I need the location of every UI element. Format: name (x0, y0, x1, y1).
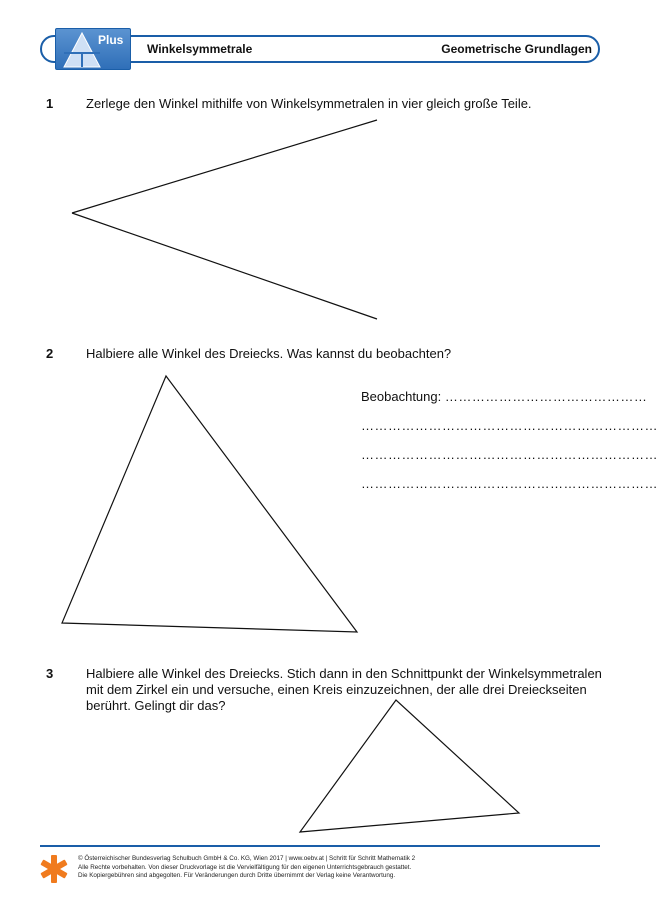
task-3-line: mit dem Zirkel ein und versuche, einen Kreis einzuzeichnen, der alle drei Dreieckseiten (86, 682, 587, 697)
triangle-figure-task-3 (300, 700, 519, 832)
task-1-line: Zerlege den Winkel mithilfe von Winkelsymmetralen in vier gleich große Teile. (86, 96, 532, 111)
answer-line: ………………………………………………………… (361, 447, 658, 462)
footer-line: Alle Rechte vorbehalten. Von dieser Druckvorlage ist die Vervielfältigung für den eigenen Unterrichtsgebrauch gestattet. (78, 863, 412, 871)
logo-label: Plus (98, 33, 124, 47)
page-topic: Geometrische Grundlagen (441, 42, 592, 56)
triangle-figure-task-2 (62, 376, 357, 632)
angle-figure (72, 120, 377, 319)
task-1-number: 1 (46, 96, 54, 111)
task-2-number: 2 (46, 346, 54, 361)
observation-label: Beobachtung: (361, 389, 442, 404)
task-3-line: berührt. Gelingt dir das? (86, 698, 226, 713)
footer-line: © Österreichischer Bundesverlag Schulbuch GmbH & Co. KG, Wien 2017 | www.oebv.at | Schritt für Schritt Mathematik 2 (78, 855, 416, 862)
page-title: Winkelsymmetrale (147, 42, 253, 56)
answer-line: ……………………………………… (444, 389, 648, 404)
task-2-line: Halbiere alle Winkel des Dreiecks. Was kannst du beobachten? (86, 346, 452, 361)
footer-divider (40, 845, 600, 847)
footer-line: Die Kopiergebühren sind abgegolten. Für Veränderungen durch Dritte übernimmt der Verlag keine Verantwortung. (78, 872, 396, 879)
task-3-number: 3 (46, 666, 54, 681)
answer-line: ………………………………………………………… (361, 418, 658, 433)
copyright-notice (78, 855, 415, 881)
answer-line: ………………………………………………………… (361, 476, 658, 491)
publisher-star-icon (40, 854, 68, 884)
task-3-line: Halbiere alle Winkel des Dreiecks. Stich dann in den Schnittpunkt der Winkelsymmetralen (86, 666, 602, 681)
